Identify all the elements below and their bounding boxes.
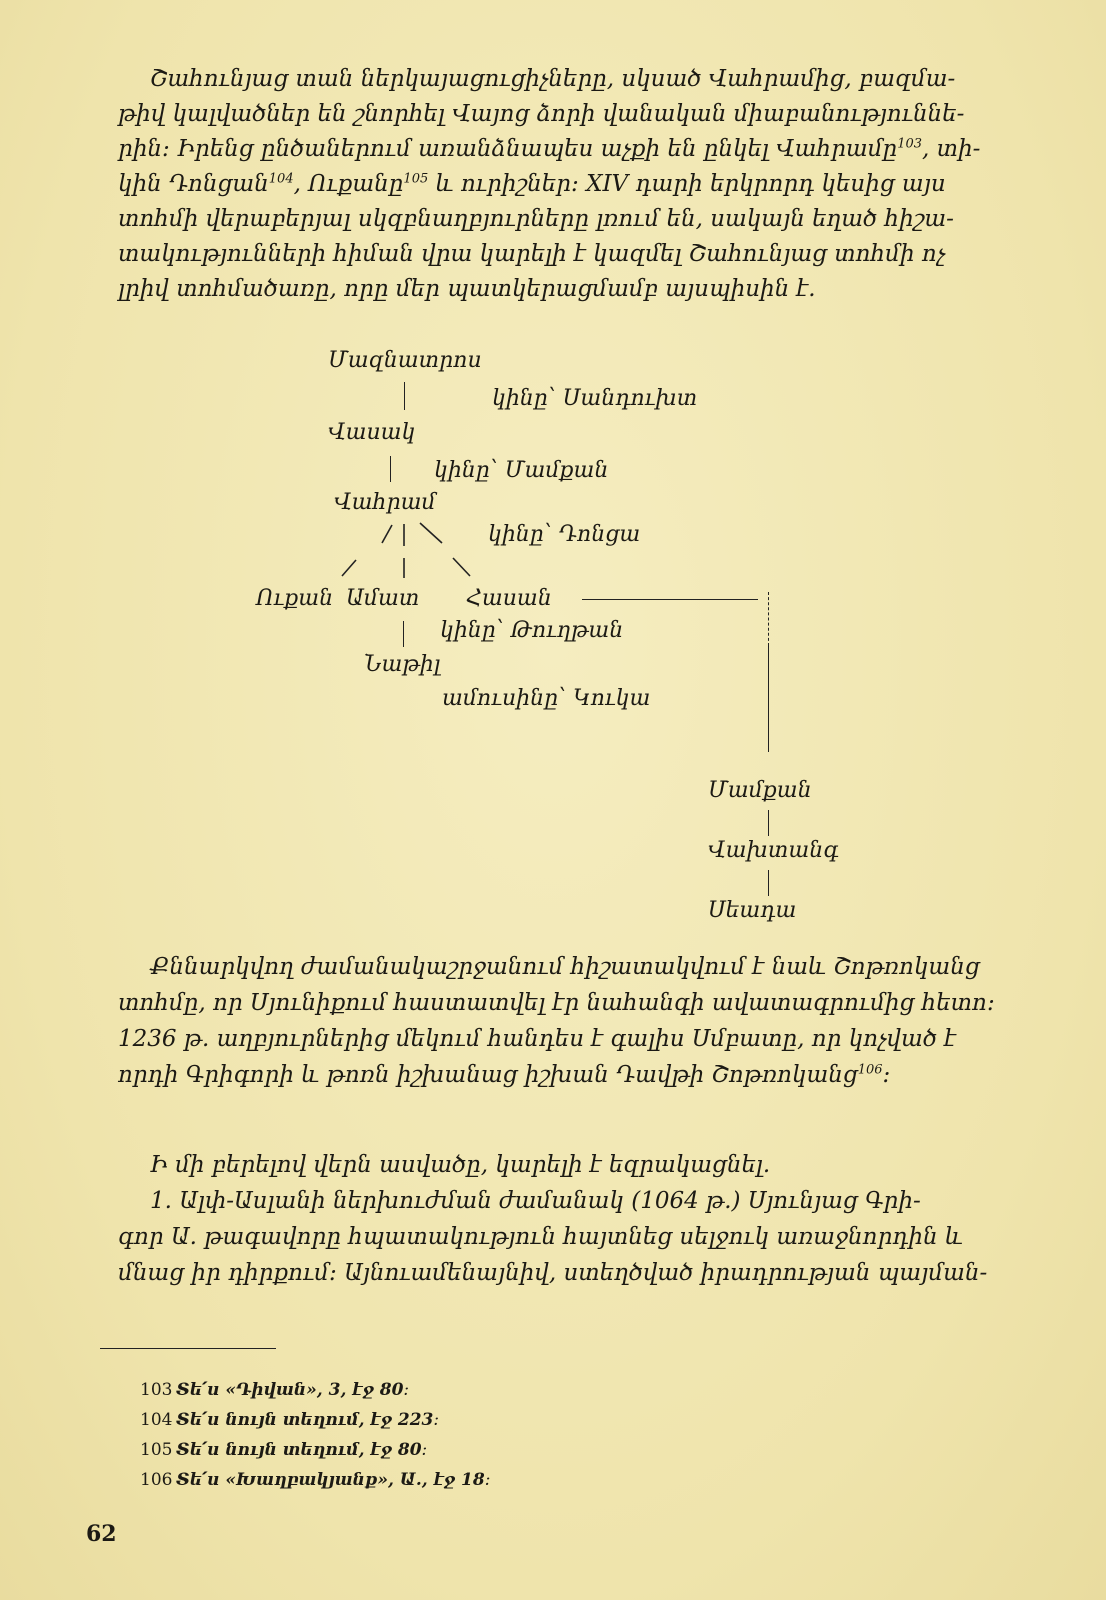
paragraph-1-line-7: լրիվ տոհմածառը, որը մեր պատկերացմամբ այսպիսին է. [118, 276, 816, 302]
tree-node-mamqan: Մամքան [708, 778, 812, 803]
page-number: 62 [86, 1521, 117, 1547]
tree-spouse-5: ամուսինը՝ Կուկա [442, 686, 651, 711]
paragraph-1-line-1: Շահունյաց տան ներկայացուցիչները, սկսած Վահրամից, բազմա- [150, 66, 956, 92]
paragraph-2-line-2: տոհմը, որ Սյունիքում հաստատվել էր նահանգի ավատագրումից հետո։ [118, 990, 995, 1016]
tree-node-vakhtang: Վախտանգ [708, 838, 839, 863]
paragraph-3-line-1: Ի մի բերելով վերն ասվածը, կարելի է եզրակացնել. [150, 1152, 771, 1178]
tree-node-natil: Նաթիլ [364, 652, 441, 677]
footnote-105: 105 Տե՛ս նույն տեղում, էջ 80։ [140, 1440, 428, 1460]
tree-node-vahram: Վահրամ [334, 490, 436, 515]
tree-node-vasak: Վասակ [328, 420, 416, 445]
tree-connector-dashed [768, 592, 769, 646]
tree-node-root: Մազնատրոս [328, 348, 482, 373]
paragraph-1-line-4: կին Դոնցան$^{104}$, Ուքանը$^{105}$ և ուրիշներ։ XIV դարի երկրորդ կեսից այս [118, 171, 946, 197]
tree-connector-horizontal [582, 599, 758, 600]
paragraph-1-line-2: թիվ կալվածներ են շնորհել Վայոց ձորի վանական միաբանություննե- [118, 101, 965, 127]
paragraph-3-line-4: մնաց իր դիրքում։ Այնուամենայնիվ, ստեղծված իրադրության պայման- [118, 1260, 988, 1286]
tree-branch-left-upper [382, 525, 392, 543]
tree-connector [768, 870, 769, 896]
footnote-106: 106 Տե՛ս «Խաղբակյանք», Ա., էջ 18։ [140, 1470, 491, 1490]
paragraph-2-line-3: 1236 թ. աղբյուրներից մեկում հանդես է գալիս Սմբատը, որ կոչված է [118, 1026, 957, 1052]
paragraph-3-line-2: 1. Ալփ-Ասլանի ներխուժման ժամանակ (1064 թ.) Սյունյաց Գրի- [150, 1188, 921, 1214]
footnote-ref-105[interactable]: 105 [403, 171, 429, 187]
tree-connector-long [768, 646, 769, 752]
paragraph-1-line-5: տոհմի վերաբերյալ սկզբնաղբյուրները լռում են, սակայն եղած հիշա- [118, 206, 954, 232]
footnote-104: 104 Տե՛ս նույն տեղում, էջ 223։ [140, 1410, 440, 1430]
tree-node-amat: Ամատ [346, 586, 420, 611]
tree-branch-left-lower [342, 560, 356, 576]
footnote-ref-104[interactable]: 104 [268, 171, 294, 187]
tree-connector [768, 810, 769, 836]
footnote-ref-106[interactable]: 106 [857, 1062, 883, 1078]
tree-spouse-2: կինը՝ Մամքան [434, 458, 609, 483]
tree-node-hasan: Հասան [466, 586, 552, 611]
footnote-103: 103 Տե՛ս «Դիվան», 3, էջ 80։ [140, 1380, 410, 1400]
tree-node-seada: Սեադա [708, 898, 797, 923]
paragraph-2-line-4: որդի Գրիգորի և թոռն իշխանաց իշխան Դավթի Շոթռոկանց$^{106}$։ [118, 1062, 891, 1088]
footnote-ref-103[interactable]: 103 [897, 136, 923, 152]
paragraph-1-line-3: րին։ Իրենց ընծաներում առանձնապես աչքի են ընկել Վահրամը$^{103}$, տի- [118, 136, 981, 162]
tree-connector [403, 621, 404, 647]
tree-node-uqan: Ուքան [256, 586, 334, 611]
tree-branch-right-upper [420, 523, 442, 543]
tree-branch-right-lower [453, 558, 470, 576]
footnote-separator [100, 1348, 276, 1349]
paragraph-1-line-6: տակությունների հիման վրա կարելի է կազմել Շահունյաց տոհմի ոչ [118, 241, 946, 267]
tree-spouse-1: կինը՝ Սանդուխտ [492, 386, 698, 411]
tree-spouse-3: կինը՝ Դոնցա [488, 522, 641, 547]
paragraph-2-line-1: Քննարկվող ժամանակաշրջանում հիշատակվում է նաև Շոթռոկանց [150, 954, 980, 980]
paragraph-3-line-3: գոր Ա. թագավորը հպատակություն հայտնեց սելջուկ առաջնորդին և [118, 1224, 964, 1250]
tree-spouse-4: կինը՝ Թուղթան [440, 618, 624, 643]
